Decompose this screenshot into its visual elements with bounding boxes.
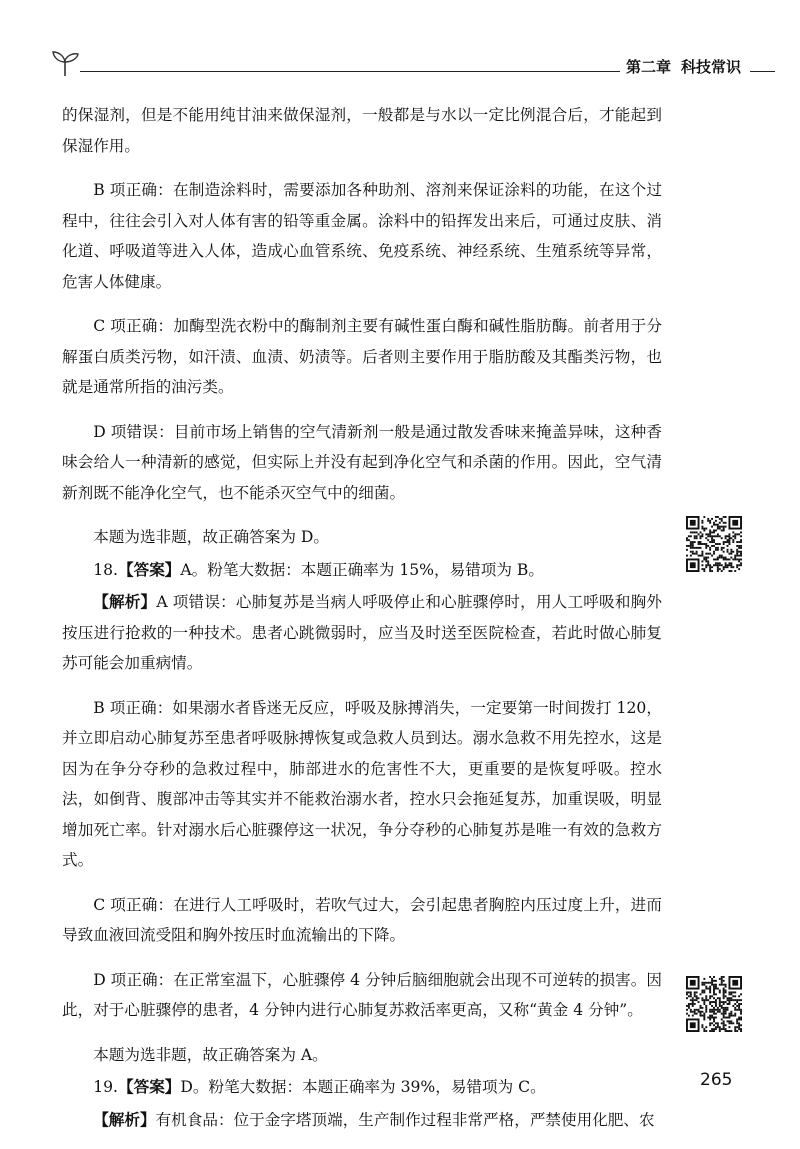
paragraph: 本题为选非题，故正确答案为 A。 [93, 1045, 328, 1064]
paragraph: 的保湿剂，但是不能用纯甘油来做保湿剂，一般都是与水以一定比例混合后，才能起到保湿作用。 [62, 106, 662, 155]
paragraph: C 项正确：在进行人工呼吸时，若吹气过大，会引起患者胸腔内压过度上升，进而导致血液回流受阻和胸外按压时血流输出的下降。 [62, 895, 662, 944]
analysis-tag: 【解析】 [93, 1110, 156, 1129]
question-number: 18. [93, 560, 118, 579]
chapter-label [626, 56, 741, 77]
question-number: 19. [93, 1078, 118, 1096]
analysis-tag: 【解析】 [93, 593, 157, 611]
answer-tag: 【答案】 [118, 1078, 181, 1096]
page-body [62, 100, 662, 1149]
header-rule-right [750, 71, 775, 72]
paragraph: B 项正确：如果溺水者昏迷无反应，呼吸及脉搏消失，一定要第一时间拨打 120，并立即启动心肺复苏至患者呼吸脉搏恢复或急救人员到达。溺水急救不用先控水，这是因为在争分夺秒的急救过程中，肺部进水的危害性不大，更重要的是恢复呼吸。控水法，如倒背、腹部冲击等其实并不能救治溺水者，控水只会拖延复苏，加重误吸，明显增加死亡率。针对溺水后心脏骤停这一状况，争分夺秒的心肺复苏是唯一有效的急救方式。 [62, 698, 662, 869]
sprout-icon [50, 48, 80, 78]
answer-text: A。粉笔大数据：本题正确率为 15%，易错项为 B。 [180, 560, 544, 579]
answer-tag: 【答案】 [118, 560, 181, 579]
analysis-text: 有机食品：位于金字塔顶端，生产制作过程非常严格，严禁使用化肥、农 [155, 1110, 655, 1129]
page-number: 265 [700, 1070, 733, 1090]
paragraph: B 项正确：在制造涂料时，需要添加各种助剂、溶剂来保证涂料的功能，在这个过程中，往往会引入对人体有害的铅等重金属。涂料中的铅挥发出来后，可通过皮肤、消化道、呼吸道等进入人体，造成心血管系统、免疫系统、神经系统、生殖系统等异常，危害人体健康。 [62, 181, 662, 291]
paragraph: D 项错误：目前市场上销售的空气清新剂一般是通过散发香味来掩盖异味，这种香味会给人一种清新的感觉，但实际上并没有起到净化空气和杀菌的作用。因此，空气清新剂既不能净化空气，也不能杀灭空气中的细菌。 [62, 422, 662, 502]
answer-line-18 [62, 555, 662, 586]
analysis-text: A 项错误：心肺复苏是当病人呼吸停止和心脏骤停时，用人工呼吸和胸外按压进行抢救的一种技术。患者心跳微弱时，应当及时送至医院检查，若此时做心肺复苏可能会加重病情。 [62, 593, 662, 672]
chapter-number: 第二章 [626, 58, 672, 76]
answer-line-19 [62, 1072, 662, 1103]
analysis-18a [62, 587, 662, 679]
paragraph: D 项正确：在正常室温下，心脏骤停 4 分钟后脑细胞就会出现不可逆转的损害。因此，对于心脏骤停的患者，4 分钟内进行心肺复苏救活率更高，又称“黄金 4 分钟”。 [62, 970, 662, 1019]
qr-code-icon[interactable] [686, 516, 742, 572]
answer-text: D。粉笔大数据：本题正确率为 39%，易错项为 C。 [180, 1078, 546, 1096]
analysis-19a [62, 1105, 662, 1136]
paragraph: 本题为选非题，故正确答案为 D。 [93, 528, 329, 546]
qr-code-icon[interactable] [686, 976, 742, 1032]
paragraph: C 项正确：加酶型洗衣粉中的酶制剂主要有碱性蛋白酶和碱性脂肪酶。前者用于分解蛋白质类污物，如汗渍、血渍、奶渍等。后者则主要作用于脂肪酸及其酯类污物，也就是通常所指的油污类。 [62, 317, 662, 396]
header-rule-left [80, 71, 620, 72]
page-header [30, 42, 775, 82]
chapter-topic: 科技常识 [681, 58, 742, 76]
